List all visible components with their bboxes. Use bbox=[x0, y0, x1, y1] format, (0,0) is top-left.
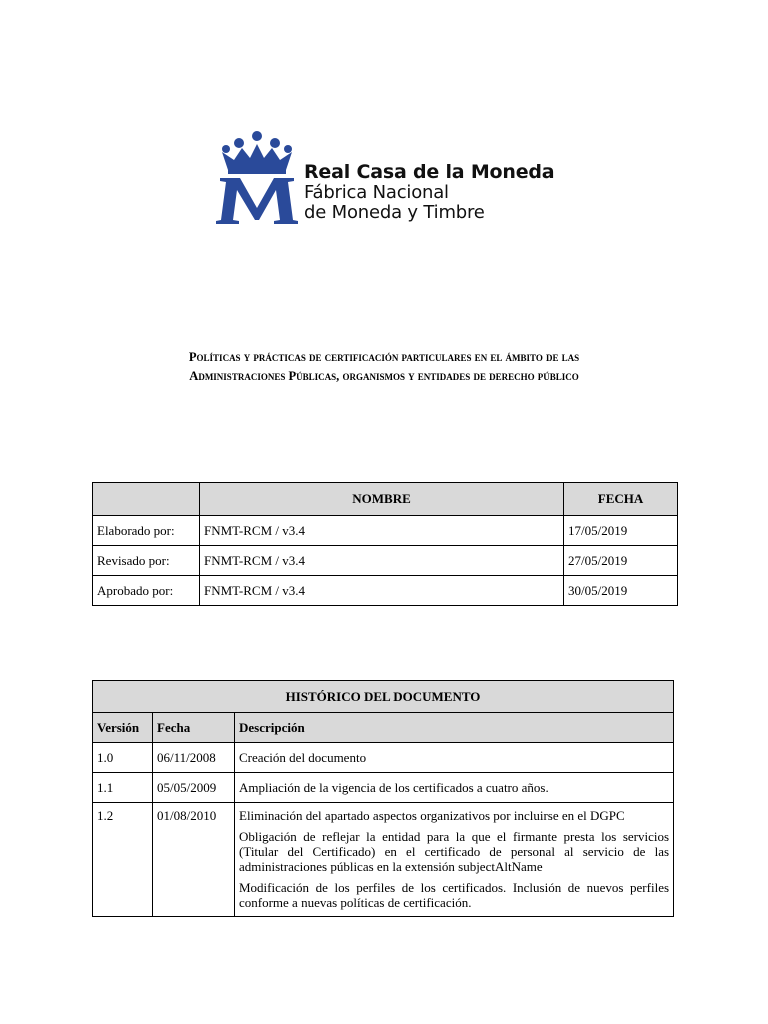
history-description-paragraph: Eliminación del apartado aspectos organizativos por incluirse en el DGPC bbox=[239, 808, 625, 823]
logo-line-1: Real Casa de la Moneda bbox=[304, 161, 555, 183]
history-version: 1.2 bbox=[93, 803, 153, 917]
history-col-date: Fecha bbox=[153, 713, 235, 743]
logo-line-3: de Moneda y Timbre bbox=[304, 202, 485, 223]
table-row bbox=[93, 546, 678, 576]
approval-header-date: FECHA bbox=[564, 483, 678, 516]
table-row bbox=[93, 516, 678, 546]
history-col-description: Descripción bbox=[235, 713, 674, 743]
history-title: HISTÓRICO DEL DOCUMENTO bbox=[93, 681, 674, 713]
document-title bbox=[90, 348, 678, 386]
document-title-line-1: Políticas y prácticas de certificación particulares en el ámbito de las bbox=[188, 350, 580, 364]
history-description bbox=[235, 803, 674, 917]
table-row bbox=[93, 773, 674, 803]
history-version: 1.1 bbox=[93, 773, 153, 803]
history-version: 1.0 bbox=[93, 743, 153, 773]
approval-header-row bbox=[93, 483, 678, 516]
crown-m-emblem-icon bbox=[212, 128, 302, 228]
approval-role: Aprobado por: bbox=[93, 576, 200, 606]
logo-wordmark bbox=[304, 161, 554, 223]
history-date: 05/05/2009 bbox=[153, 773, 235, 803]
history-description-paragraph: Modificación de los perfiles de los certificados. Inclusión de nuevos perfiles conforme a nuevas políticas de certificación. bbox=[239, 880, 670, 910]
approval-date: 27/05/2019 bbox=[564, 546, 678, 576]
logo-line-2: Fábrica Nacional bbox=[304, 182, 449, 203]
history-col-version: Versión bbox=[93, 713, 153, 743]
history-date: 01/08/2010 bbox=[153, 803, 235, 917]
fnmt-logo bbox=[212, 128, 572, 228]
approval-date: 17/05/2019 bbox=[564, 516, 678, 546]
table-row bbox=[93, 576, 678, 606]
document-history-table bbox=[92, 680, 674, 917]
history-description: Ampliación de la vigencia de los certificados a cuatro años. bbox=[235, 773, 674, 803]
approval-role: Revisado por: bbox=[93, 546, 200, 576]
approval-name: FNMT-RCM / v3.4 bbox=[200, 576, 564, 606]
history-date: 06/11/2008 bbox=[153, 743, 235, 773]
history-description-paragraph: Obligación de reflejar la entidad para la que el firmante presta los servicios (Titular del Certificado) en el certificado de personal al servicio de las administraciones públicas en la extensión subjectAltName bbox=[239, 829, 670, 874]
table-row bbox=[93, 803, 674, 917]
history-title-row bbox=[93, 681, 674, 713]
approval-name: FNMT-RCM / v3.4 bbox=[200, 516, 564, 546]
history-column-header-row bbox=[93, 713, 674, 743]
approval-role: Elaborado por: bbox=[93, 516, 200, 546]
document-title-line-2: Administraciones Públicas, organismos y entidades de derecho público bbox=[189, 369, 579, 383]
approval-date: 30/05/2019 bbox=[564, 576, 678, 606]
table-row bbox=[93, 743, 674, 773]
approval-header-name: NOMBRE bbox=[200, 483, 564, 516]
history-description: Creación del documento bbox=[235, 743, 674, 773]
approval-table bbox=[92, 482, 678, 606]
approval-header-blank bbox=[93, 483, 200, 516]
approval-name: FNMT-RCM / v3.4 bbox=[200, 546, 564, 576]
